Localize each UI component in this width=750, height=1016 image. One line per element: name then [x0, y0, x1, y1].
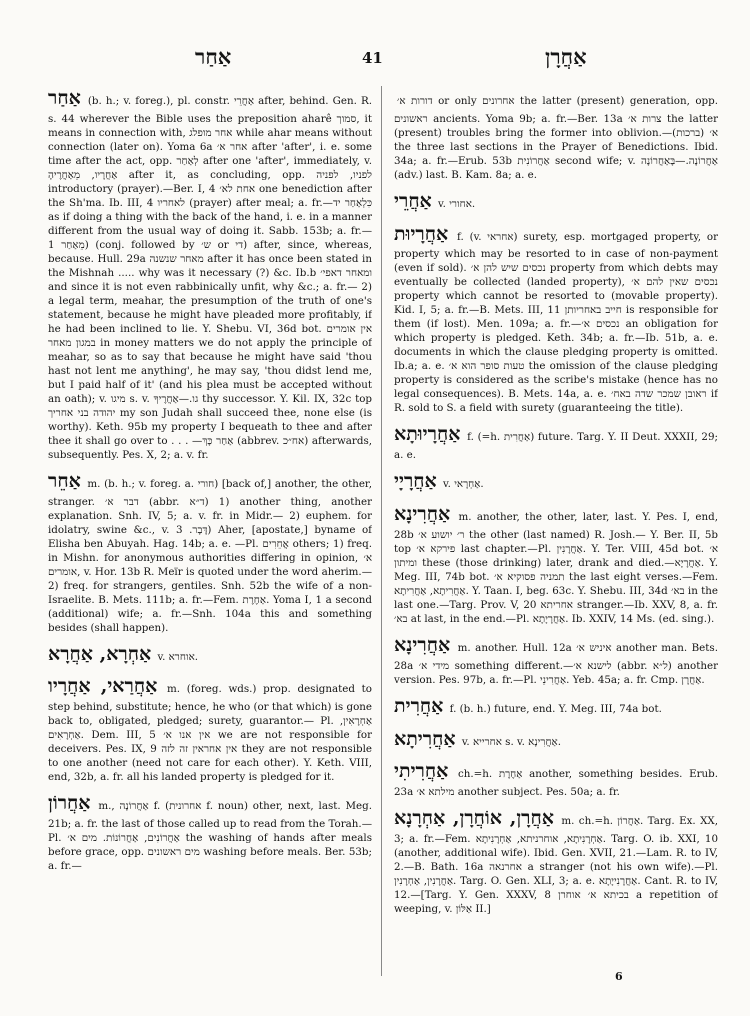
entry-headword: אַחֲרִינָא [394, 633, 451, 656]
entry-text: f. (=h. אַחֲרִית) future. Targ. Y. II Deut. XXXII, 29; a. e. [394, 431, 718, 462]
entry-text: v. אחורי. [438, 197, 476, 210]
entry-text: v. אחרייא s. v. אַחֲרִינָא. [461, 735, 561, 748]
entry-text: m., אַחֲרוֹנָה f. (אחרונית f. noun) other, next, last. Meg. 21b; a. fr. the last of those called up to read from the Torah.—Pl. אַחֲרוֹנִים, אַחֲרוֹנוֹת. מים א׳ the washing of hands after meals before grace, opp. מים ראשונים washing before meals. Ber. 53b; a. fr.— [48, 800, 372, 873]
entry-headword: אַחַר [48, 87, 81, 109]
entry-headword: אַחֲרִיתִי [394, 760, 449, 783]
entry-headword: אַחֵר [48, 469, 81, 492]
entry-headword: אַחֲרָן, אוֹחֲרָן, אַחְרָנָא [394, 807, 554, 830]
dictionary-entry [394, 222, 718, 416]
dictionary-entry [394, 469, 718, 495]
entry-headword: אַחֲרָיוּתָא [394, 423, 461, 446]
entry-text: m. another. Hull. 12a איניש א׳ another man. Bets. 28a מידי א׳ something different.—לישנא א׳ (abbr. ל״א) another version. Pes. 97b, a. fr.—Pl. אַחֲרִינֵי. Yeb. 45a; a. fr. Cmp. אַחֲרָן. [394, 641, 718, 686]
dictionary-entry [394, 694, 718, 720]
entry-headword: אַחֲרִיתָא [394, 727, 456, 750]
entry-headword: אַחְרָא, אַחֲרָא [48, 642, 152, 665]
running-headword-right: אַחֲרָן [545, 44, 587, 69]
entry-headword: אַחֲרָיוּת [394, 222, 449, 245]
entry-text: m. (b. h.; v. foreg. a. חורי) [back of,] another, the other, stranger. דבר א׳ (abbr. ד״א) 1) another thing, another explanation. Snh. IV, 5; a. v. fr. in Midr.— 2) euphem. for idolatry, swine &c., v. דָּבָר. 3) Aher, [apostate,] byname of Elisha ben Abuyah. Hag. 14b; a. e. —Pl. אֲחֵרִים others; 1) freq. in Mishn. for anonymous authorities differing in opinion, א׳ אומרים, v. Hor. 13b R. Meïr is quoted under the word aherim.— 2) freq. for strangers, gentiles. Snh. 52b the wife of a non-Israelite. B. Mets. 111b; a. fr.—Fem. אַחֶרֶת. Yoma I, 1 a second (additional) wife; a. fr.—Snh. 104a this and something besides (shall happen). [48, 477, 372, 634]
entry-headword: אַחֲרַאי, אַחֲרָיו [48, 675, 158, 698]
entry-headword: אַחֲרוֹן [48, 792, 91, 815]
dictionary-entry [48, 642, 372, 668]
entry-text: m. ch.=h. אַחֲרוֹן. Targ. Ex. XX, 3; a. fr.—Fem. אַחְרָנִיתָא, אוחרניתא, אַחְרָנִיתָא. Targ. O. ib. XXI, 10 (another, additional wife). Ibid. Gen. XVII, 21.—Lam. R. to IV, 2.—B. Bath. 16a אחרנאה a stranger (not his own wife).—Pl. אַחֲרָנִין, אַחְרָנִין. Targ. O. Gen. XLI, 3; a. e. אַחֲרָנִייָתָא. Cant. R. to IV, 12.—[Targ. Y. Gen. XXXV, 8 בכיתא א׳ אוחרן a repetition of weeping, v. אַלּוֹן II.] [394, 815, 718, 916]
dictionary-entry [48, 791, 372, 873]
dictionary-entry [394, 759, 718, 799]
signature-mark: 6 [615, 970, 623, 983]
entry-text: f. (v. אחראי) surety, esp. mortgaged property, or property which may be resorted to in case of non-payment (even if sold). נכסים שיש להן א׳ property from which debts may eventually be collected (landed property), נכסים שאין להם א׳ property which cannot be resorted to (movable property). Kid. I, 5; a. fr.—B. Mets. III, 11 חייב באחריותן is responsible for them (if lost). Men. 109a; a. fr.—נכסים א׳ an obligation for which property is pledged. Keth. 34b; a. fr.—Ib. 51b, a. e. documents in which the clause pledging property is omitted. Ib.a; a. e. טעות סופר הוא א׳ the omission of the clause pledging property is considered as the scribe's mistake (hence has no legal consequences). B. Mets. 14a, a. e. ראובן שמכר שדה באח׳ if R. sold to S. a field with surety (guaranteeing the title). [394, 230, 718, 415]
dictionary-entry [394, 806, 718, 916]
right-column [394, 86, 718, 976]
dictionary-entry [394, 727, 718, 753]
entry-text: m. (foreg. wds.) prop. designated to step behind, substitute; hence, he who (or that which) is gone back to, obligated, pledged; surety, guarantor.— Pl. אַחְרָאִין, אַחְרָאִים. Dem. III, 5 אין אנו א׳ we are not responsible for deceivers. Pes. IX, 9 אין אחראין זה לזה they are not responsible to one another (need not care for each other). Y. Keth. VIII, end, 32b, a. fr. all his landed property is pledged for it. [48, 683, 372, 784]
running-headword-left: אַחַר [195, 44, 232, 69]
dictionary-entry [394, 633, 718, 687]
entry-headword: אַחֲרֵי [394, 189, 432, 212]
dictionary-entry [48, 469, 372, 635]
dictionary-entry [394, 189, 718, 215]
entry-headword: אַחֲרָיָי [394, 470, 437, 493]
entry-text: דורות א׳ or only אחרונים the latter (present) generation, opp. ראשונים ancients. Yoma 9b; a. fr.—Ber. 13a צרות א׳ the latter (present) troubles bring the former into oblivion.—(ברכות) א׳ the three last sections in the Prayer of Benedictions. Ibid. 34a; a. fr.—Erub. 53b אַחֲרוֹנִית second wife; v. אַחֲרוֹנָה.—בָּאַחֲרוֹנָה (adv.) last. B. Kam. 8a; a. e. [394, 95, 718, 181]
dictionary-entry [394, 422, 718, 462]
entry-text: ch.=h. אַחֶרֶת another, something besides. Erub. 23a מילתא א׳ another subject. Pes. 50a; a. fr. [394, 768, 718, 799]
entry-text: v. אוחרא. [157, 650, 199, 663]
page-header [0, 44, 750, 74]
dictionary-entry [48, 674, 372, 784]
dictionary-entry [48, 86, 372, 462]
entry-text: v. אַחְרָאי. [443, 478, 484, 491]
left-column [48, 86, 372, 976]
entry-headword: אַחֲרִינָא [394, 503, 451, 526]
entry-text: m. another, the other, later, last. Y. Pes. I, end, 28b ר׳ יושוע א׳ the other (last named) R. Josh.— Y. Ber. II, 5b top פירקא א׳ last chapter.—Pl. אַחֲרָנִין. Y. Ter. VIII, 45d bot. א׳ ומיתון these (those drinking) later, drank and died.—אַחֲרָיָא. Y. Meg. III, 74b bot. תמניה פסוקיא א׳ the last eight verses.—Fem. אַחֲרִיתָא, אַחֲרִיתָא. Y. Taan. I, beg. 63c. Y. Shebu. III, 34d בא׳ in the last one.—Targ. Prov. V, 20 אחריתא stranger.—Ib. XXV, 8, a. fr. בא׳ at last, in the end.—Pl. אַחֲרָיָתָא. Ib. XXIV, 14 Ms. (ed. sing.). [394, 511, 718, 625]
entry-text: (b. h.; v. foreg.), pl. constr. אַחֲרֵי after, behind. Gen. R. s. 44 wherever the Bible uses the preposition aharê סמוך, it means in connection with, אחר מופלג while ahar means without connection (later on). Yoma 6a אחר א׳ after 'after', i. e. some time after the act, opp. לְאַחַר after one 'after', immediately, v. אַחֲרָיו, מֵאַחֲרֶיהָ after it, as concluding, opp. לפניו, לפניה introductory (prayer).—Ber. I, 4 אחת לא׳ one benediction after the Sh'ma. Ib. III, 4 לאחריו (prayer) after meal; a. fr.—כִּלְאַחַר יד as if doing a thing with the back of the hand, i. e. in a manner different from the usual way of doing it. Sabb. 153b; a. fr.—מֵאַחַר 1) (conj. followed by ש׳ or די) after, since, whereas, because. Hull. 29a מאחר שנשנה after it has once been stated in the Mishnah ..... why was it necessary (?) &c. Ib.b ומאחר דאפי׳ and since it is not even rabbinically unfit, why &c.; a. fr.— 2) a legal term, meahar, the presumption of the truth of one's statement, because he might have pleaded more profitably, if he had been inclined to lie. Y. Shebu. VI, 36d bot. אין אומרים במגון מאחר in money matters we do not apply the principle of meahar, so as to say that because he might have said 'thou hast not lent me anything', he may say, 'thou didst lend me, but I paid half of it' (and his plea must be accepted without an oath); v. מיגו s. v. גו.—אַחֲרֶיךָ thy successor. Y. Kil. IX, 32c top יהודה בני אחריך my son Judah shall succeed thee, none else (is worthy). Keth. 95b my property I bequeath to thee and after thee it shall go over to . . . —אַחַר כָּךְ (abbrev. אח״כ) afterwards, subsequently. Pes. X, 2; a. v. fr. [48, 95, 372, 461]
dictionary-entry [394, 86, 718, 182]
entry-headword: אַחֲרִית [394, 694, 444, 717]
dictionary-entry [394, 502, 718, 626]
page-number: 41 [362, 49, 383, 67]
column-divider [381, 86, 382, 976]
entry-text: f. (b. h.) future, end. Y. Meg. III, 74a bot. [449, 702, 662, 715]
